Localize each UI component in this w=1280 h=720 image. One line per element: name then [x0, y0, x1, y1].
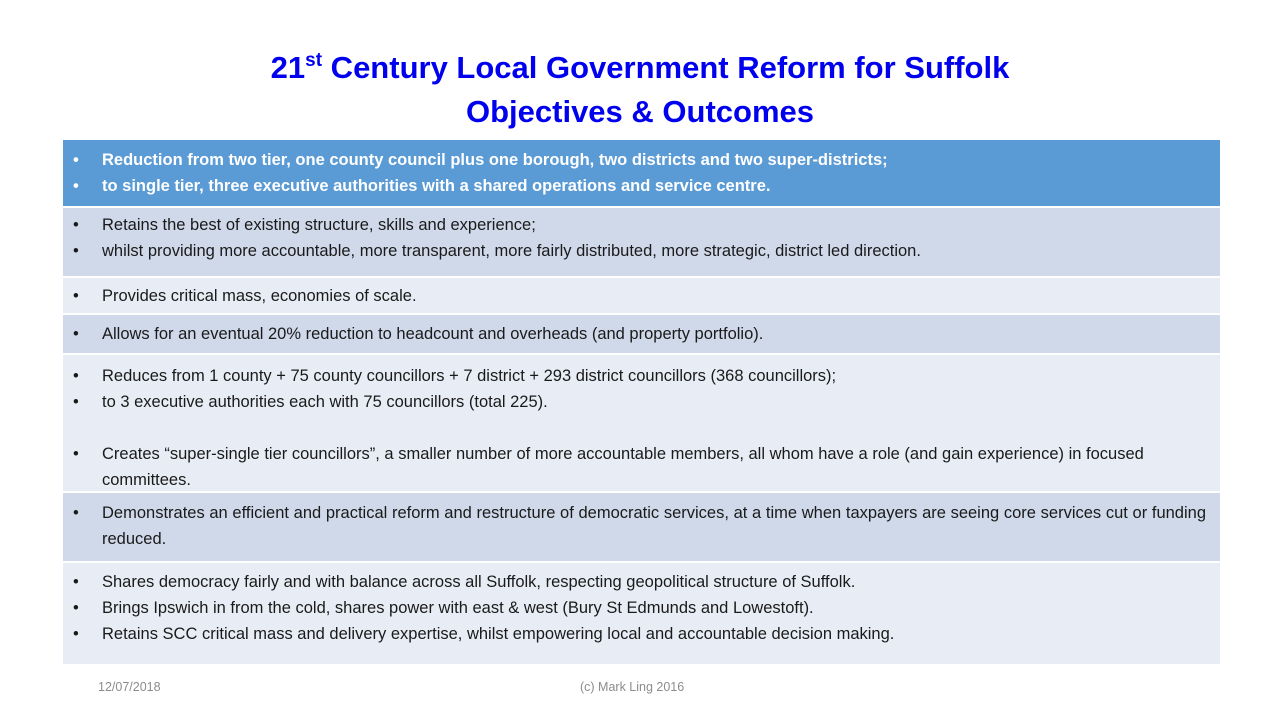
bullet-icon: •	[73, 504, 79, 522]
bullet-icon: •	[73, 367, 79, 385]
list-item: • Retains the best of existing structure, skills and experience;	[63, 212, 1220, 238]
title-line-1	[0, 46, 1280, 90]
list-item: • Reduction from two tier, one county council plus one borough, two districts and two super-districts;	[63, 147, 1220, 173]
bullet-icon: •	[73, 216, 79, 234]
list-item: • whilst providing more accountable, more transparent, more fairly distributed, more strategic, district led direction.	[63, 238, 1220, 264]
slide-title	[0, 46, 1280, 134]
table-row	[63, 563, 1220, 664]
table-row	[63, 208, 1220, 278]
list-item: • Retains SCC critical mass and delivery expertise, whilst empowering local and accountable decision making.	[63, 621, 1220, 647]
title-century-number: 21	[270, 50, 306, 85]
table-row-header	[63, 140, 1220, 208]
table-row	[63, 355, 1220, 493]
bullet-icon: •	[73, 445, 79, 463]
bullet-icon: •	[73, 177, 79, 195]
bullet-icon: •	[73, 625, 79, 643]
footer-copyright: (c) Mark Ling 2016	[580, 680, 685, 694]
list-item: • Reduces from 1 county + 75 county councillors + 7 district + 293 district councillors (368 councillors);	[63, 363, 1220, 389]
list-item: • Brings Ipswich in from the cold, shares power with east & west (Bury St Edmunds and Lowestoft).	[63, 595, 1220, 621]
bullet-icon: •	[73, 287, 79, 305]
table-row	[63, 493, 1220, 563]
list-item: • Demonstrates an efficient and practical reform and restructure of democratic services, at a time when taxpayers are seeing core services cut or funding reduced.	[63, 500, 1220, 552]
title-main-text: Century Local Government Reform for Suffolk	[322, 50, 1010, 85]
objectives-table	[63, 140, 1220, 664]
table-row	[63, 315, 1220, 355]
bullet-icon: •	[73, 599, 79, 617]
list-item: • Provides critical mass, economies of scale.	[63, 283, 1220, 309]
bullet-icon: •	[73, 393, 79, 411]
list-item: • Creates “super-single tier councillors”, a smaller number of more accountable members, all whom have a role (and gain experience) in focused committees.	[63, 441, 1220, 493]
bullet-icon: •	[73, 573, 79, 591]
footer-date: 12/07/2018	[98, 680, 161, 694]
bullet-icon: •	[73, 242, 79, 260]
title-superscript: st	[305, 50, 323, 71]
list-item: • Allows for an eventual 20% reduction to headcount and overheads (and property portfolio).	[63, 321, 1220, 347]
list-item: • to 3 executive authorities each with 75 councillors (total 225).	[63, 389, 1220, 415]
title-line-2: Objectives & Outcomes	[465, 94, 814, 129]
table-row	[63, 278, 1220, 315]
list-item: • to single tier, three executive authorities with a shared operations and service centre.	[63, 173, 1220, 199]
list-item: • Shares democracy fairly and with balance across all Suffolk, respecting geopolitical structure of Suffolk.	[63, 569, 1220, 595]
bullet-icon: •	[73, 151, 79, 169]
bullet-icon: •	[73, 325, 79, 343]
